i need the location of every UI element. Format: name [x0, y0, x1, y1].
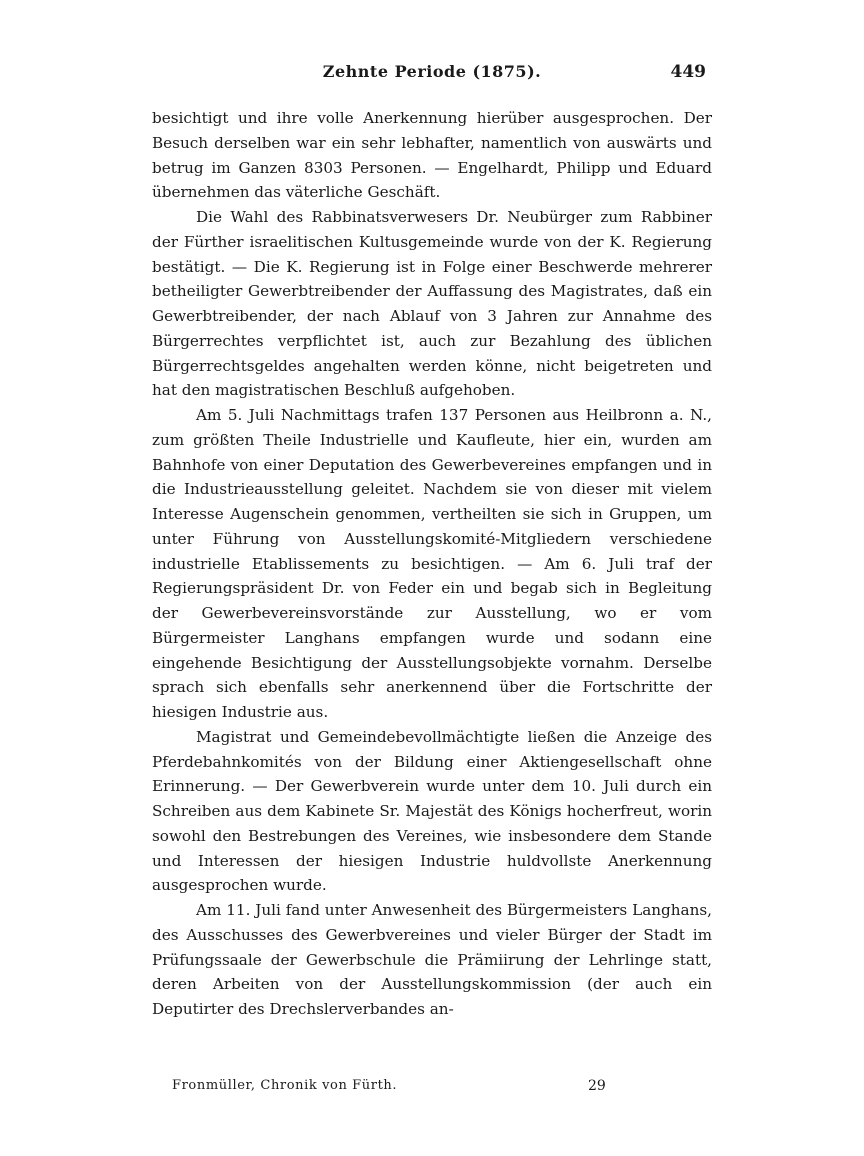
paragraph-5: Am 11. Juli fand unter Anwesenheit des Bürgermeisters Langhans, des Ausschusses des Gewerbvereines und vieler Bürger der Stadt im Prüfungssaale der Gewerbschule die Prämiirung der Lehrlinge statt, deren Arbeiten von der Ausstellungskommission (der auch ein Deputirter des Drechslerverbandes an-: [152, 901, 712, 1018]
paragraph-1: besichtigt und ihre volle Anerkennung hierüber ausgesprochen. Der Besuch derselben war ein sehr lebhafter, namentlich von auswärts und betrug im Ganzen 8303 Personen. — Engelhardt, Philipp und Eduard übernehmen das väterliche Geschäft.: [152, 109, 712, 202]
body-text: [152, 106, 712, 1022]
running-header: [152, 62, 712, 86]
paragraph-4: Magistrat und Gemeindebevollmächtigte ließen die Anzeige des Pferdebahnkomités von der Bildung einer Aktiengesellschaft ohne Erinnerung. — Der Gewerbverein wurde unter dem 10. Juli durch ein Schreiben aus dem Kabinete Sr. Majestät des Königs hocherfreut, worin sowohl den Bestrebungen des Vereines, wie insbesondere dem Stande und Interessen der hiesigen Industrie huldvollste Anerkennung ausgesprochen wurde.: [152, 727, 712, 895]
page-footer: [152, 1078, 712, 1098]
running-title: Zehnte Periode (1875).: [322, 62, 542, 81]
sheet-number: 29: [588, 1078, 606, 1094]
book-page: [152, 52, 712, 1102]
paragraph-2: Die Wahl des Rabbinatsverwesers Dr. Neubürger zum Rabbiner der Fürther israelitischen Kultusgemeinde wurde von der K. Regierung bestätigt. — Die K. Regierung ist in Folge einer Beschwerde mehrerer betheiligter Gewerbtreibender der Auffassung des Magistrates, daß ein Gewerbtreibender, der nach Ablauf von 3 Jahren zur Annahme des Bürgerrechtes verpflichtet ist, auch zur Bezahlung des üblichen Bürgerrechtsgeldes angehalten werden könne, nicht beigetreten und hat den magistratischen Beschluß aufgehoben.: [152, 208, 712, 400]
paragraph-3: Am 5. Juli Nachmittags trafen 137 Personen aus Heilbronn a. N., zum größten Theile Industrielle und Kaufleute, hier ein, wurden am Bahnhofe von einer Deputation des Gewerbevereines empfangen und in die Industrieausstellung geleitet. Nachdem sie von dieser mit vielem Interesse Augenschein genommen, vertheilten sie sich in Gruppen, um unter Führung von Ausstellungskomité-Mitgliedern verschiedene industrielle Etablissements zu besichtigen. — Am 6. Juli traf der Regierungspräsident Dr. von Feder ein und begab sich in Begleitung der Gewerbevereinsvorstände zur Ausstellung, wo er vom Bürgermeister Langhans empfangen wurde und sodann eine eingehende Besichtigung der Ausstellungsobjekte vornahm. Derselbe sprach sich ebenfalls sehr anerkennend über die Fortschritte der hiesigen Industrie aus.: [152, 406, 712, 721]
page-number: 449: [670, 62, 706, 82]
footer-signature: Fronmüller, Chronik von Fürth.: [172, 1078, 398, 1093]
